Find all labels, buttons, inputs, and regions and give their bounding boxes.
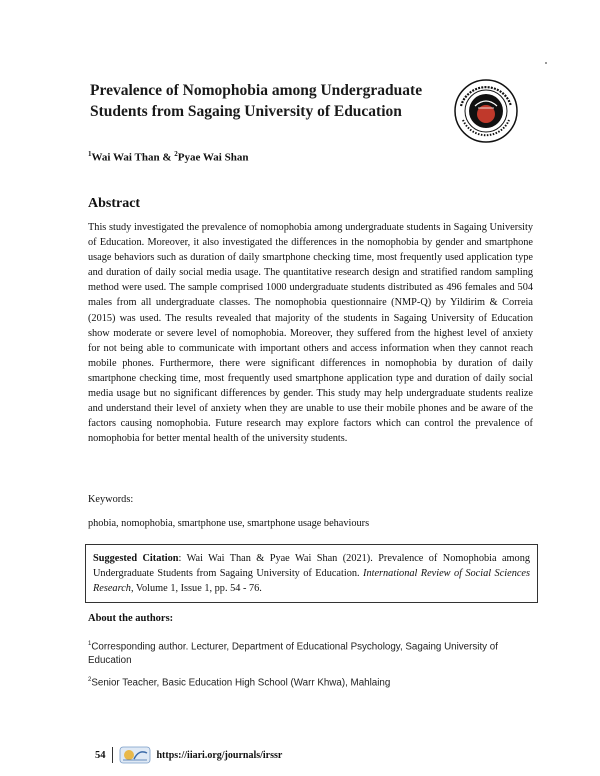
note2-text: Senior Teacher, Basic Education High School (Warr Khwa), Mahlaing [91,677,391,689]
about-authors-heading: About the authors: [88,613,174,624]
paper-title: Prevalence of Nomophobia among Undergraduate Students from Sagaing University of Education [90,82,423,120]
authors-line [88,150,248,164]
author1-superscript: 1 [88,150,92,158]
journal-url-link[interactable]: https://iiari.org/journals/irssr [156,749,283,761]
note2-superscript: 2 [88,677,92,683]
citation-tail: , Volume 1, Issue 1, pp. 54 - 76. [130,583,262,594]
page-footer [95,745,282,765]
stray-mark [545,62,547,64]
note1-text: Corresponding author. Lecturer, Department of Educational Psychology, Sagaing University of Education [88,641,498,667]
author1-name: Wai Wai Than & [91,151,175,164]
keywords-text: phobia, nomophobia, smartphone use, smartphone usage behaviours [88,518,370,529]
journal-seal-logo [453,78,519,144]
author2-name: Pyae Wai Shan [177,151,249,164]
author-note-1 [88,637,536,668]
author-note-2 [88,673,536,690]
keywords-label: Keywords: [88,494,134,505]
note1-superscript: 1 [88,641,92,647]
suggested-citation-box [85,544,538,603]
citation-journal: International Review of Social Sciences Research [93,568,530,594]
page-number: 54 [95,749,106,761]
abstract-text: This study investigated the prevalence of nomophobia among undergraduate students in Sagaing University of Education. Moreover, it also investigated the differences in the nomophobia by gender and smartphone usage behaviors such as duration of daily smartphone checking time, most frequently used application type and duration of daily social media usage. The quantitative research design and stratified random sampling method were used. The sample comprised 1000 undergraduate students distributed as 496 females and 504 males from all undergraduate classes. The nomophobia questionnaire (NMP-Q) by Yildirim & Correia (2015) was used. The results revealed that majority of the students in Sagaing University of Education show moderate or severe level of nomophobia. Moreover, they suffered from the highest level of anxiety for not being able to communicate with important others and access information when they cannot reach mobile phones. Furthermore, there were significant differences in nomophobia by duration of daily smartphone checking time, most frequently used smartphone application type and duration of daily social media usage but no significant differences by gender. This study may help undergraduate students realize and understand their level of anxiety when they are unable to use their mobile phones and be aware of the factors causing nomophobia. Future research may explore factors which can control the prevalence of nomophobia for better mental health of the university students. [88,222,533,445]
citation-body: : Wai Wai Than & Pyae Wai Shan (2021). Prevalence of Nomophobia among Undergraduate Students from Sagaing University of Education. [93,553,530,579]
footer-divider [112,747,113,763]
publisher-logo-icon [119,745,151,765]
author2-superscript: 2 [174,150,178,158]
citation-label: Suggested Citation [93,553,179,564]
abstract-heading: Abstract [88,196,141,211]
